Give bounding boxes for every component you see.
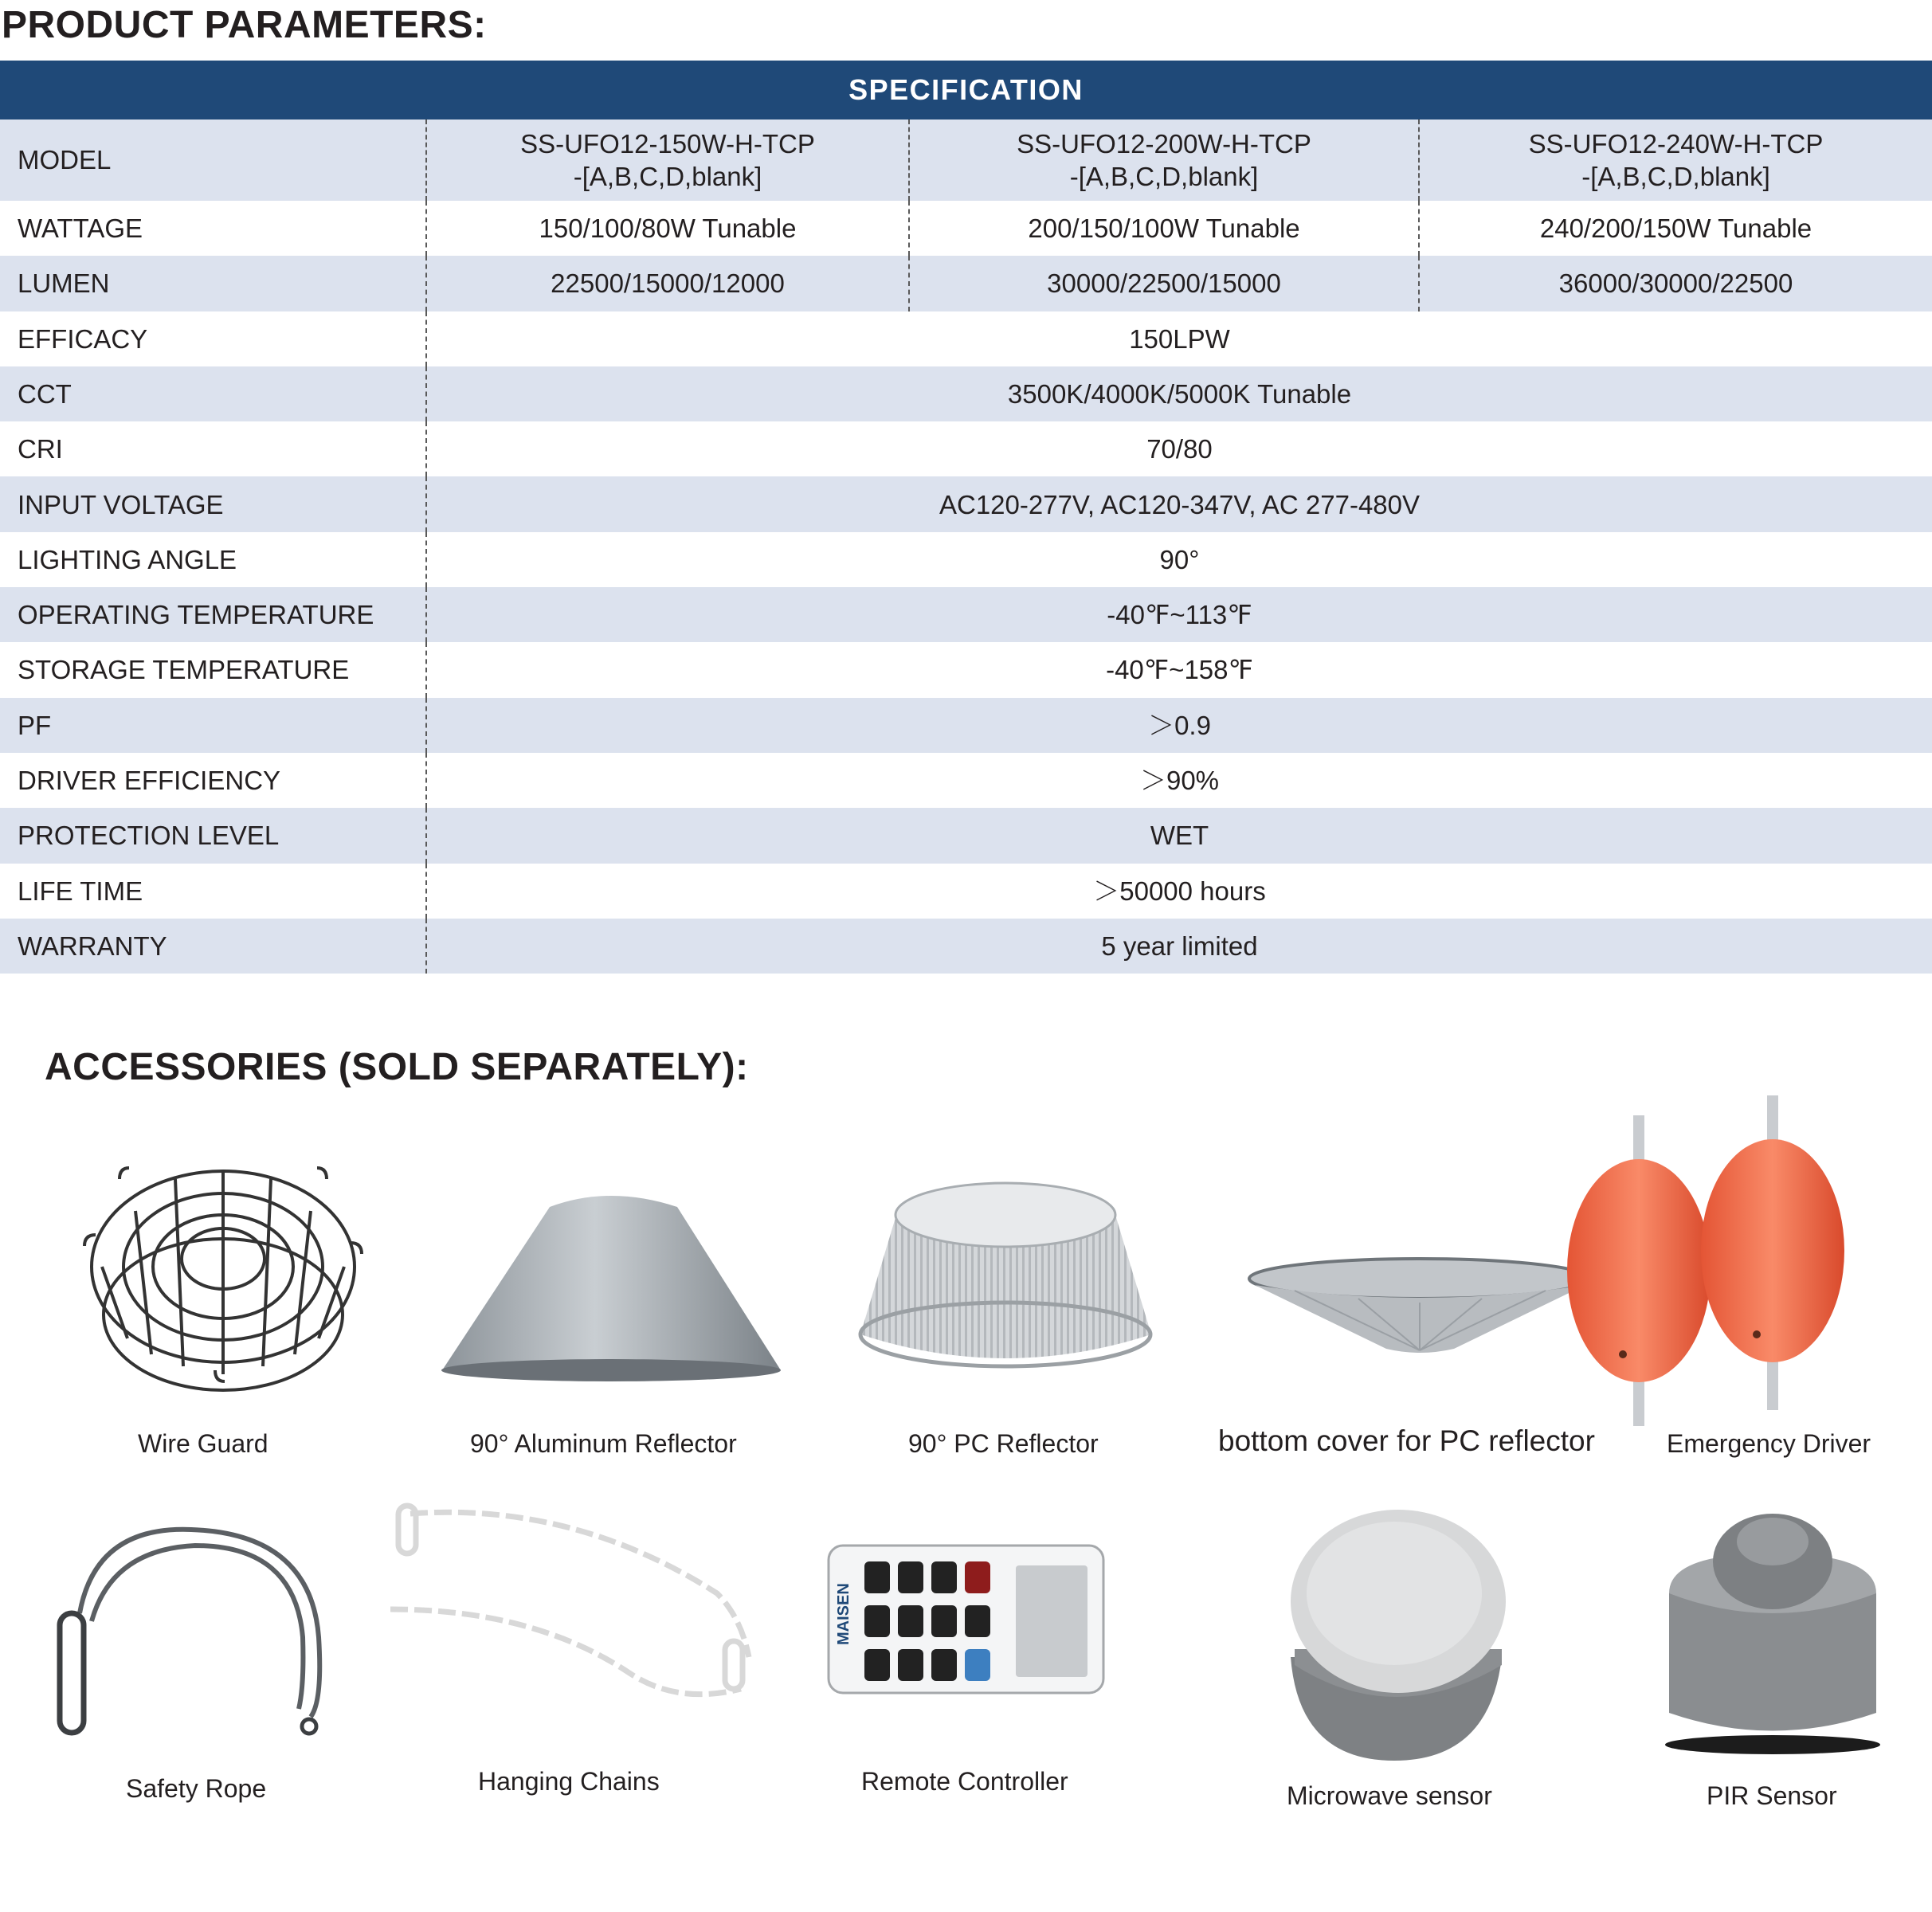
- emergency-driver-image: [1558, 1091, 1852, 1430]
- accessory-label-emergency-driver: Emergency Driver: [1667, 1429, 1871, 1458]
- row-label: PROTECTION LEVEL: [0, 808, 427, 863]
- remote-controller-image: [825, 1542, 1107, 1697]
- row-value: -40℉~113℉: [1107, 600, 1252, 630]
- accessory-label-wire-guard: Wire Guard: [138, 1429, 268, 1458]
- model-cell-150w: [427, 120, 910, 201]
- row-label: WARRANTY: [0, 919, 427, 974]
- table-row-input-voltage: [0, 476, 1932, 531]
- model-cell-200w: [910, 120, 1420, 201]
- lumen-cell: 36000/30000/22500: [1558, 268, 1793, 299]
- table-row-storage-temperature: [0, 642, 1932, 697]
- row-label: LIGHTING ANGLE: [0, 532, 427, 587]
- aluminum-reflector-image: [438, 1191, 785, 1382]
- row-label: CCT: [0, 366, 427, 421]
- accessory-label-microwave-sensor: Microwave sensor: [1287, 1781, 1492, 1810]
- model-line1: SS-UFO12-150W-H-TCP: [520, 128, 815, 159]
- specification-header: SPECIFICATION: [0, 61, 1932, 120]
- model-line1: SS-UFO12-200W-H-TCP: [1017, 128, 1311, 159]
- lumen-cell: 30000/22500/15000: [910, 256, 1420, 311]
- row-value: 90°: [1159, 544, 1200, 574]
- row-label: STORAGE TEMPERATURE: [0, 642, 427, 697]
- row-label: OPERATING TEMPERATURE: [0, 587, 427, 642]
- row-label: EFFICACY: [0, 311, 427, 366]
- row-value: 3500K/4000K/5000K Tunable: [1007, 378, 1352, 409]
- accessory-label-hanging-chains: Hanging Chains: [478, 1767, 660, 1796]
- table-row-pf: [0, 698, 1932, 753]
- lumen-cell: 22500/15000/12000: [427, 256, 910, 311]
- wattage-cell: 150/100/80W Tunable: [427, 201, 910, 256]
- row-value: 5 year limited: [1101, 931, 1258, 961]
- accessories-heading: ACCESSORIES (SOLD SEPARATELY):: [45, 1046, 749, 1088]
- row-label: MODEL: [0, 120, 427, 201]
- row-label: INPUT VOLTAGE: [0, 476, 427, 531]
- accessory-label-remote-controller: Remote Controller: [861, 1767, 1068, 1796]
- table-row-warranty: [0, 919, 1932, 974]
- accessory-label-pir-sensor: PIR Sensor: [1707, 1781, 1837, 1810]
- bottom-cover-image: [1247, 1255, 1593, 1358]
- accessory-label-bottom-cover: bottom cover for PC reflector: [1218, 1424, 1595, 1457]
- pc-reflector-image: [856, 1159, 1155, 1374]
- row-label: WATTAGE: [0, 201, 427, 256]
- row-label: PF: [0, 698, 427, 753]
- table-row-cri: [0, 421, 1932, 476]
- row-label: LIFE TIME: [0, 864, 427, 919]
- row-value: WET: [1150, 821, 1209, 851]
- row-value: ＞90%: [1139, 765, 1220, 795]
- row-value: 70/80: [1146, 434, 1213, 464]
- table-row-lighting-angle: [0, 532, 1932, 587]
- table-row-efficacy: [0, 311, 1932, 366]
- row-label: DRIVER EFFICIENCY: [0, 753, 427, 808]
- table-row-wattage: [0, 201, 1932, 256]
- remote-brand-text: MAISEN: [835, 1583, 852, 1645]
- wire-guard-image: [80, 1147, 390, 1410]
- row-label: CRI: [0, 421, 427, 476]
- specification-table: [0, 61, 1932, 974]
- accessory-label-safety-rope: Safety Rope: [126, 1774, 267, 1803]
- model-cell-240w: [1420, 120, 1932, 201]
- model-line1: SS-UFO12-240W-H-TCP: [1528, 128, 1824, 159]
- table-row-cct: [0, 366, 1932, 421]
- model-line2: -[A,B,C,D,blank]: [1069, 162, 1259, 191]
- table-row-life-time: [0, 864, 1932, 919]
- wattage-cell: 200/150/100W Tunable: [910, 201, 1420, 256]
- table-row-operating-temperature: [0, 587, 1932, 642]
- model-line2: -[A,B,C,D,blank]: [573, 162, 762, 191]
- table-row-lumen: [0, 256, 1932, 311]
- pir-sensor-image: [1657, 1506, 1888, 1757]
- microwave-sensor-image: [1275, 1506, 1514, 1765]
- hanging-chains-image: [374, 1498, 765, 1737]
- row-value: 150LPW: [1129, 323, 1230, 354]
- model-line2: -[A,B,C,D,blank]: [1581, 162, 1770, 191]
- accessory-label-aluminum-reflector: 90° Aluminum Reflector: [470, 1429, 737, 1458]
- wattage-cell: 240/200/150W Tunable: [1539, 214, 1812, 244]
- safety-rope-image: [48, 1518, 327, 1749]
- row-value: -40℉~158℉: [1106, 655, 1253, 685]
- row-value: ＞0.9: [1148, 710, 1211, 740]
- row-value: ＞50000 hours: [1093, 876, 1266, 906]
- product-parameters-heading: PRODUCT PARAMETERS:: [2, 4, 487, 46]
- table-row-model: [0, 120, 1932, 201]
- row-label: LUMEN: [0, 256, 427, 311]
- table-row-driver-efficiency: [0, 753, 1932, 808]
- accessory-label-pc-reflector: 90° PC Reflector: [908, 1429, 1099, 1458]
- row-value: AC120-277V, AC120-347V, AC 277-480V: [939, 489, 1421, 519]
- table-row-protection-level: [0, 808, 1932, 863]
